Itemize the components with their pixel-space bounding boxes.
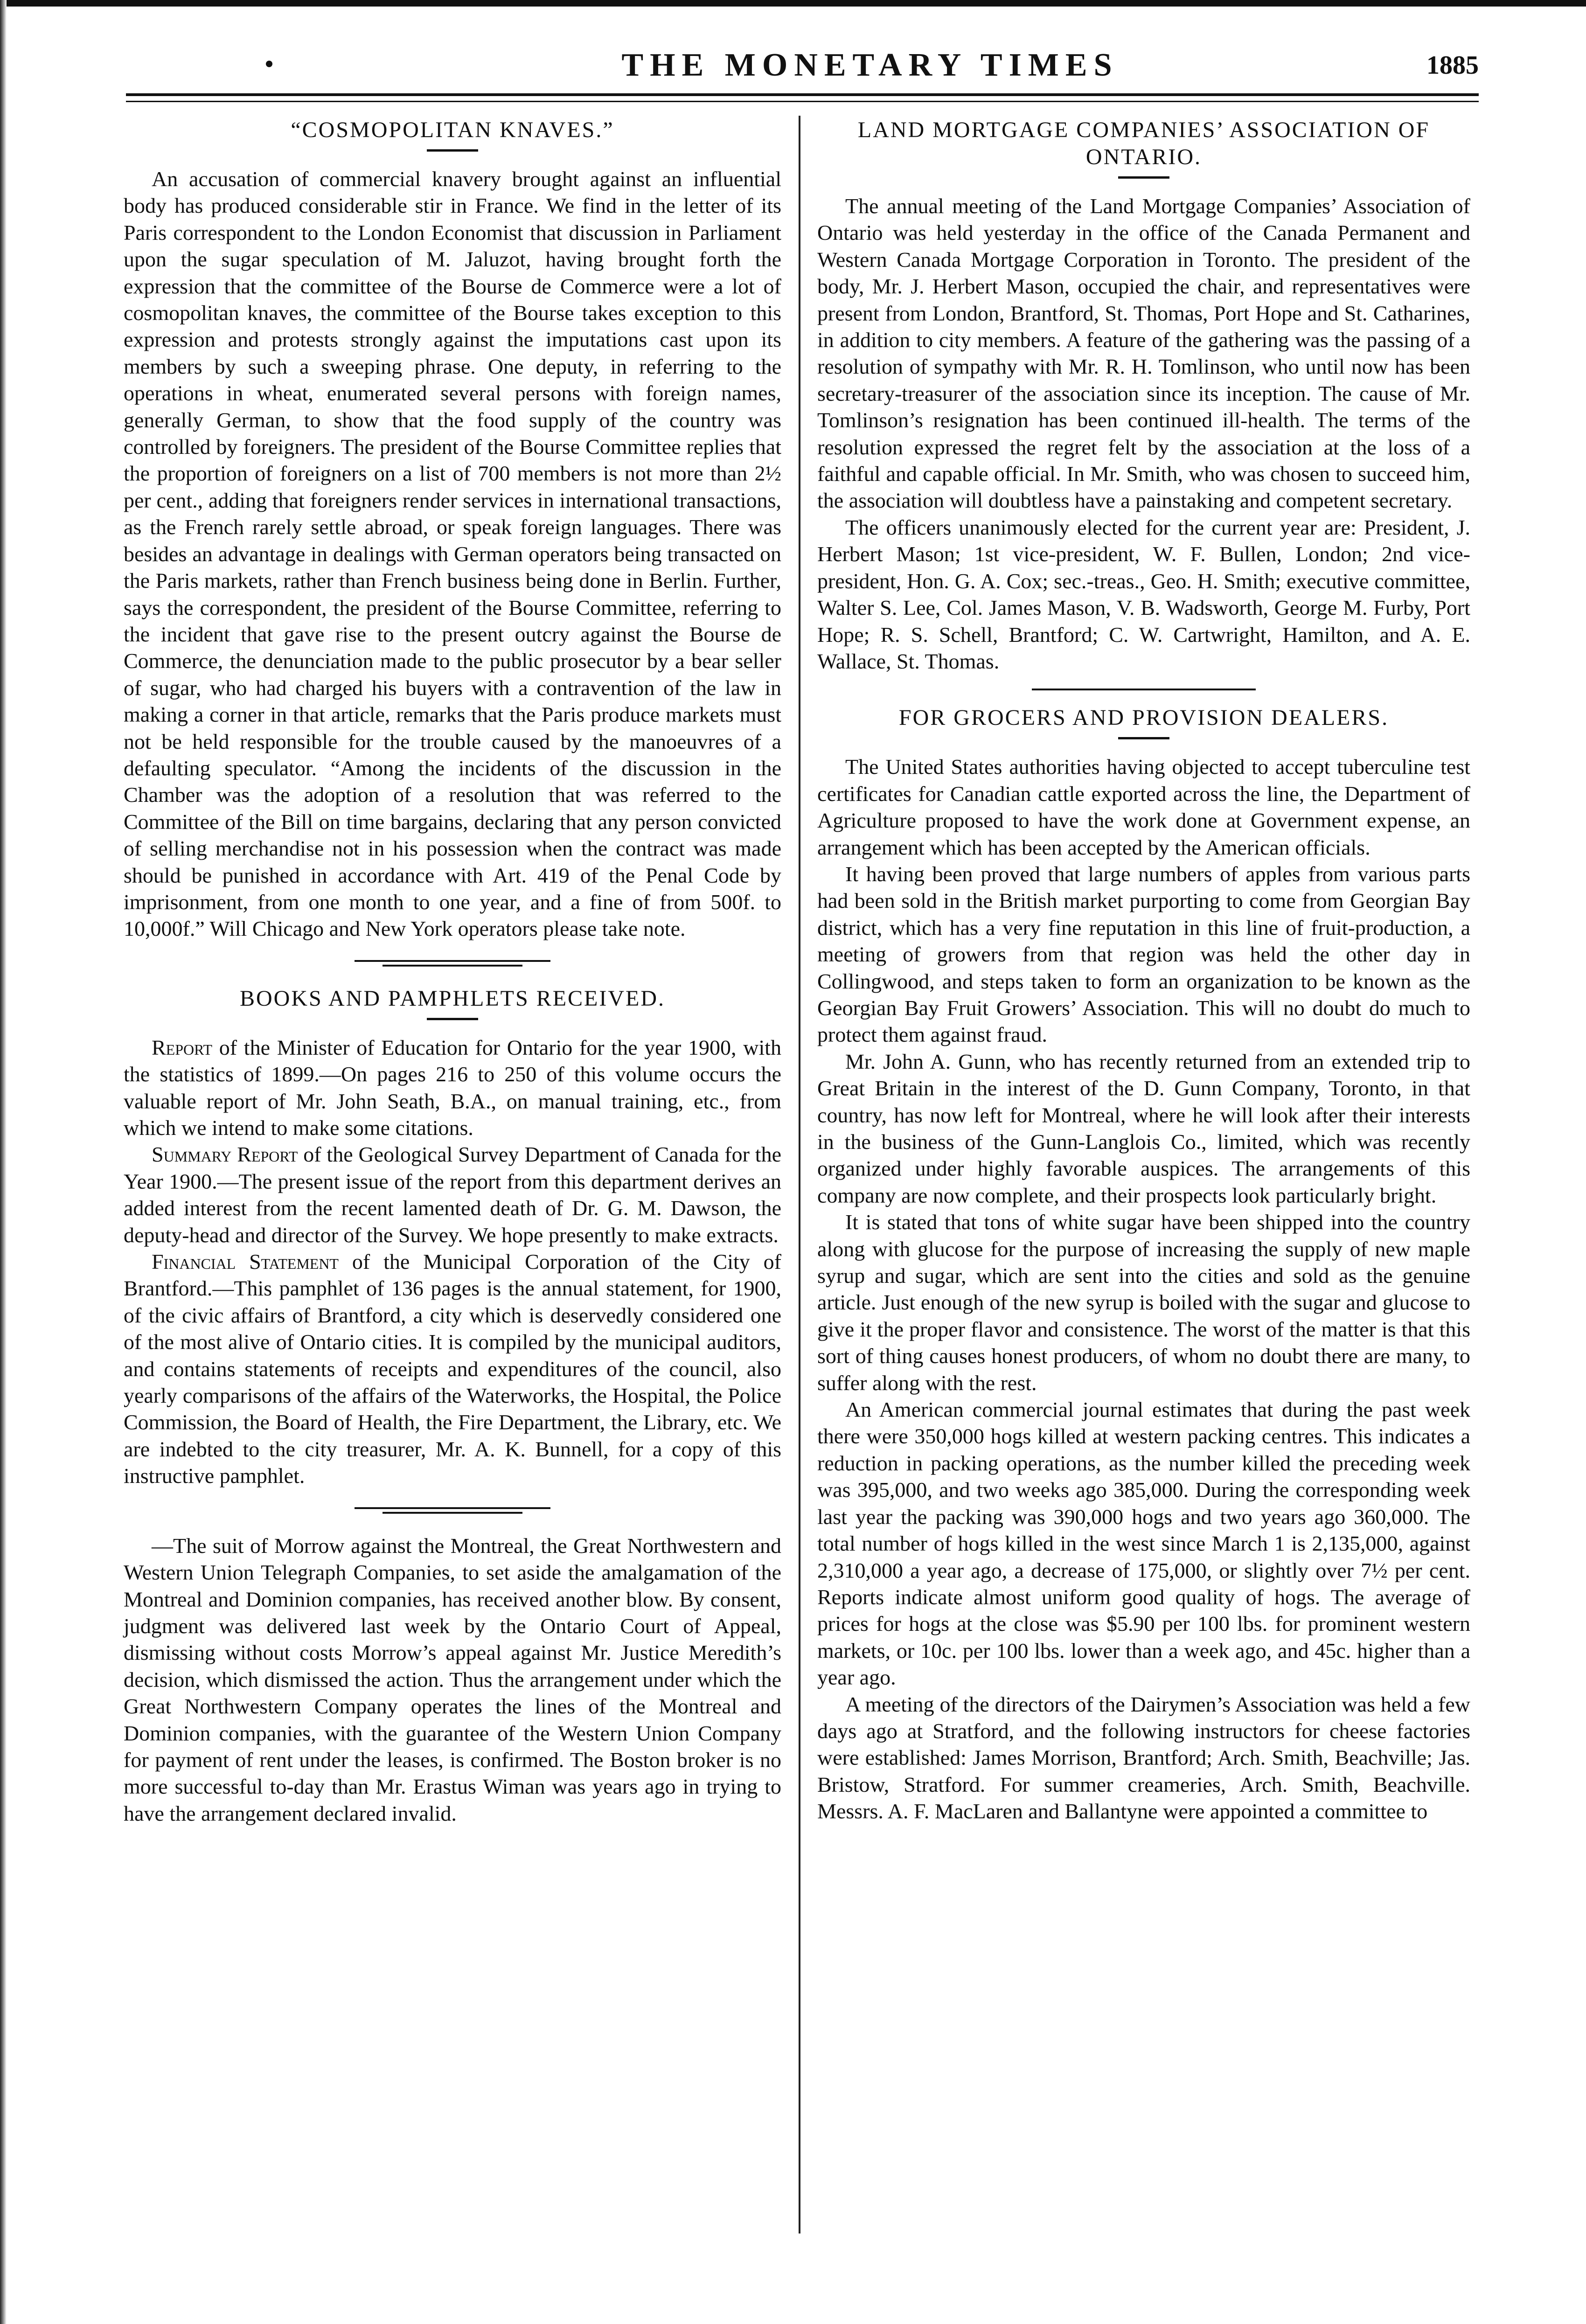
article-heading-books-pamphlets: BOOKS AND PAMPHLETS RECEIVED. <box>240 986 665 1011</box>
masthead-title: THE MONETARY TIMES <box>621 47 1119 83</box>
article-paragraph: The annual meeting of the Land Mortgage Companies’ Association of Ontario was held yesterday in the office of the Canada Permanent and Western Canada Mortgage Corporation in Toronto. The president of the body, Mr. J. Herbert Mason, occupied the chair, and representatives were present from London, Brantford, St. Thomas, Port Hope and St. Catharines, in addition to city members. A feature of the gathering was the passing of a resolution of sympathy with Mr. R. H. Tomlinson, who until now has been secretary-treasurer of the association since its inception. The cause of Mr. Tomlinson’s resignation has been continued ill-health. The terms of the resolution expressed the regret felt by the association at the loss of a faithful and capable official. In Mr. Smith, who was chosen to succeed him, the association will doubtless have a painstaking and competent secretary. <box>817 194 1470 513</box>
heading-dash <box>1118 737 1169 739</box>
book-item-text: of the Municipal Corporation of the City of Brantford.—This pamphlet of 136 pages is the annual statement, for 1900, of the civic affairs of Brantford, a city which is deservedly considered one of the most alive of Ontario cities. It is compiled by the municipal auditors, and contains statements of receipts and expenditures of the council, also yearly comparisons of the affairs of the Waterworks, the Hospital, the Police Commission, the Board of Health, the Fire Department, the Library, etc. We are indebted to the city treasurer, Mr. A. K. Bunnell, for a copy of this instructive pamphlet. <box>124 1250 781 1488</box>
article-paragraph: It is stated that tons of white sugar have been shipped into the country along with glucose for the purpose of increasing the supply of new maple syrup and sugar, which are sent into the cities and sold as the genuine article. Just enough of the new syrup is boiled with the sugar and glucose to give it the proper flavor and consistence. The worst of the matter is that this sort of thing causes honest producers, of whom no doubt there are many, to suffer along with the rest. <box>817 1210 1470 1395</box>
article-paragraph-morrow-suit: —The suit of Morrow against the Montreal, the Great Northwestern and Western Union Telegraph Companies, to set aside the amalgamation of the Montreal and Dominion companies, has received another blow. By consent, judgment was delivered last week by the Ontario Court of Appeal, dismissing without costs Morrow’s appeal against Mr. Justice Meredith’s decision, which dismissed the action. Thus the arrangement under which the Great Northwestern Company operates the lines of the Montreal and Dominion companies, with the guarantee of the Western Union Company for payment of rent under the leases, is confirmed. The Boston broker is no more successful to-day than Mr. Erastus Wiman was years ago in trying to have the arrangement declared invalid. <box>124 1533 781 1825</box>
left-column <box>124 117 781 1827</box>
book-item-lead: Financial Statement <box>152 1250 339 1274</box>
article-heading-land-mortgage: LAND MORTGAGE COMPANIES’ ASSOCIATION OF ONTARIO. <box>857 118 1430 169</box>
right-column <box>817 117 1470 1825</box>
book-item-text: of the Geological Survey Department of Canada for the Year 1900.—The present issue of the report from this department derives an added interest from the recent lamented death of Dr. G. M. Dawson, the deputy-head and director of the Survey. We hope presently to make extracts. <box>124 1142 781 1247</box>
heading-dash <box>1118 176 1169 179</box>
article-paragraph: An American commercial journal estimates that during the past week there were 350,000 hogs killed at western packing centres. This indicates a reduction in packing operations, as the number killed the preceding week was 395,000, and two weeks ago 385,000. During the corresponding week last year the packing was 390,000 hogs and two years ago 360,000. The total number of hogs killed in the west since March 1 is 2,135,000, against 2,310,000 a year ago, a decrease of 175,000, or slightly over 7½ per cent. Reports indicate almost uniform good quality of hogs. The average of prices for hogs at the close was $5.90 per 100 lbs. for prominent western markets, or 10c. per 100 lbs. lower than a week ago, and 45c. higher than a year ago. <box>817 1398 1470 1690</box>
book-item-lead: Summary Report <box>152 1142 298 1167</box>
article-heading-cosmopolitan-knaves: “COSMOPOLITAN KNAVES.” <box>291 118 614 142</box>
heading-dash <box>427 149 478 152</box>
page-left-edge <box>0 0 7 2324</box>
page-number: 1885 <box>1426 51 1479 80</box>
page-header <box>126 47 1479 89</box>
book-item <box>124 1141 781 1248</box>
book-item <box>124 1034 781 1141</box>
article-paragraph: It having been proved that large numbers of apples from various parts had been sold in the British market purporting to come from Georgian Bay district, which has a very fine reputation in this line of fruit-production, a meeting of growers from that region was held the other day in Collingwood, and steps taken to form an organization to be known as the Georgian Bay Fruit Growers’ Association. This will no doubt do much to protect them against fraud. <box>817 862 1470 1047</box>
section-rule <box>1032 689 1256 690</box>
article-paragraph: Mr. John A. Gunn, who has recently returned from an extended trip to Great Britain in the interest of the D. Gunn Company, Toronto, in that country, has now left for Montreal, where he will look after their interests in the business of the Gunn-Langlois Co., limited, which was recently organized under highly favorable auspices. The arrangements of this company are now complete, and their prospects look particularly bright. <box>817 1049 1470 1207</box>
section-double-rule <box>355 1507 550 1514</box>
book-item-text: of the Minister of Education for Ontario for the year 1900, with the statistics of 1899.—On pages 216 to 250 of this volume occurs the valuable report of Mr. John Seath, B.A., on manual training, etc., from which we intend to make some citations. <box>124 1035 781 1140</box>
book-item <box>124 1248 781 1489</box>
article-heading-grocers: FOR GROCERS AND PROVISION DEALERS. <box>898 705 1389 731</box>
heading-dash <box>427 1018 478 1020</box>
article-paragraph: The officers unanimously elected for the current year are: President, J. Herbert Mason; 1st vice-president, W. F. Bullen, London; 2nd vice-president, Hon. G. A. Cox; sec.-treas., Geo. H. Smith; executive committee, Walter S. Lee, Col. James Mason, V. B. Wadsworth, George M. Furby, Port Hope; R. S. Schell, Brantford; C. W. Cartwright, Hamilton, and A. E. Wallace, St. Thomas. <box>817 515 1470 673</box>
page-top-edge <box>0 0 1586 7</box>
header-rule-thick <box>126 93 1479 96</box>
article-paragraph: A meeting of the directors of the Dairymen’s Association was held a few days ago at Stratford, and the following instructors for cheese factories were established: James Morrison, Brantford; Arch. Smith, Beachville; Jas. Bristow, Stratford. For summer creameries, Arch. Smith, Beachville. Messrs. A. F. MacLaren and Ballantyne were appointed a committee to <box>817 1692 1470 1823</box>
section-double-rule <box>355 960 550 967</box>
article-paragraph: An accusation of commercial knavery brought against an influential body has produced considerable stir in France. We find in the letter of its Paris correspondent to the London Economist that discussion in Parliament upon the sugar speculation of M. Jaluzot, having brought forth the expression that the committee of the Bourse de Commerce were a lot of cosmopolitan knaves, the committee of the Bourse takes exception to this expression and protests strongly against the imputations cast upon its members by such a sweeping phrase. One deputy, in referring to the operations in wheat, enumerated several persons with foreign names, generally German, to show that the food supply of the country was controlled by foreigners. The president of the Bourse Committee replies that the proportion of foreigners on a list of 700 members is not more than 2½ per cent., adding that foreigners render services in international transactions, as the French rarely settle abroad, or speak foreign languages. There was besides an advantage in dealings with German operators being transacted on the Paris markets, rather than French business being done in Berlin. Further, says the correspondent, the president of the Bourse Committee, referring to the incident that gave rise to the present outcry against the Bourse de Commerce, the denunciation made to the public prosecutor by a bear seller of sugar, who had charged his buyers with a contravention of the law in making a corner in that article, remarks that the Paris produce markets must not be held responsible for the trouble caused by the manoeuvres of a defaulting speculator. “Among the incidents of the discussion in the Chamber was the adoption of a resolution that was referred to the Committee of the Bill on time bargains, declaring that any person convicted of selling merchandise not in his possession when the contract was made should be punished in accordance with Art. 419 of the Penal Code by imprisonment, from one month to one year, and a fine of from 500f. to 10,000f.” Will Chicago and New York operators please take note. <box>124 167 781 941</box>
column-divider <box>799 116 800 2234</box>
article-paragraph: The United States authorities having objected to accept tuberculine test certificates for Canadian cattle exported across the line, the Department of Agriculture proposed to have the work done at Government expense, an arrangement which has been accepted by the American officials. <box>817 755 1470 859</box>
header-rule-thin <box>126 101 1479 102</box>
book-item-lead: Report <box>152 1035 213 1059</box>
